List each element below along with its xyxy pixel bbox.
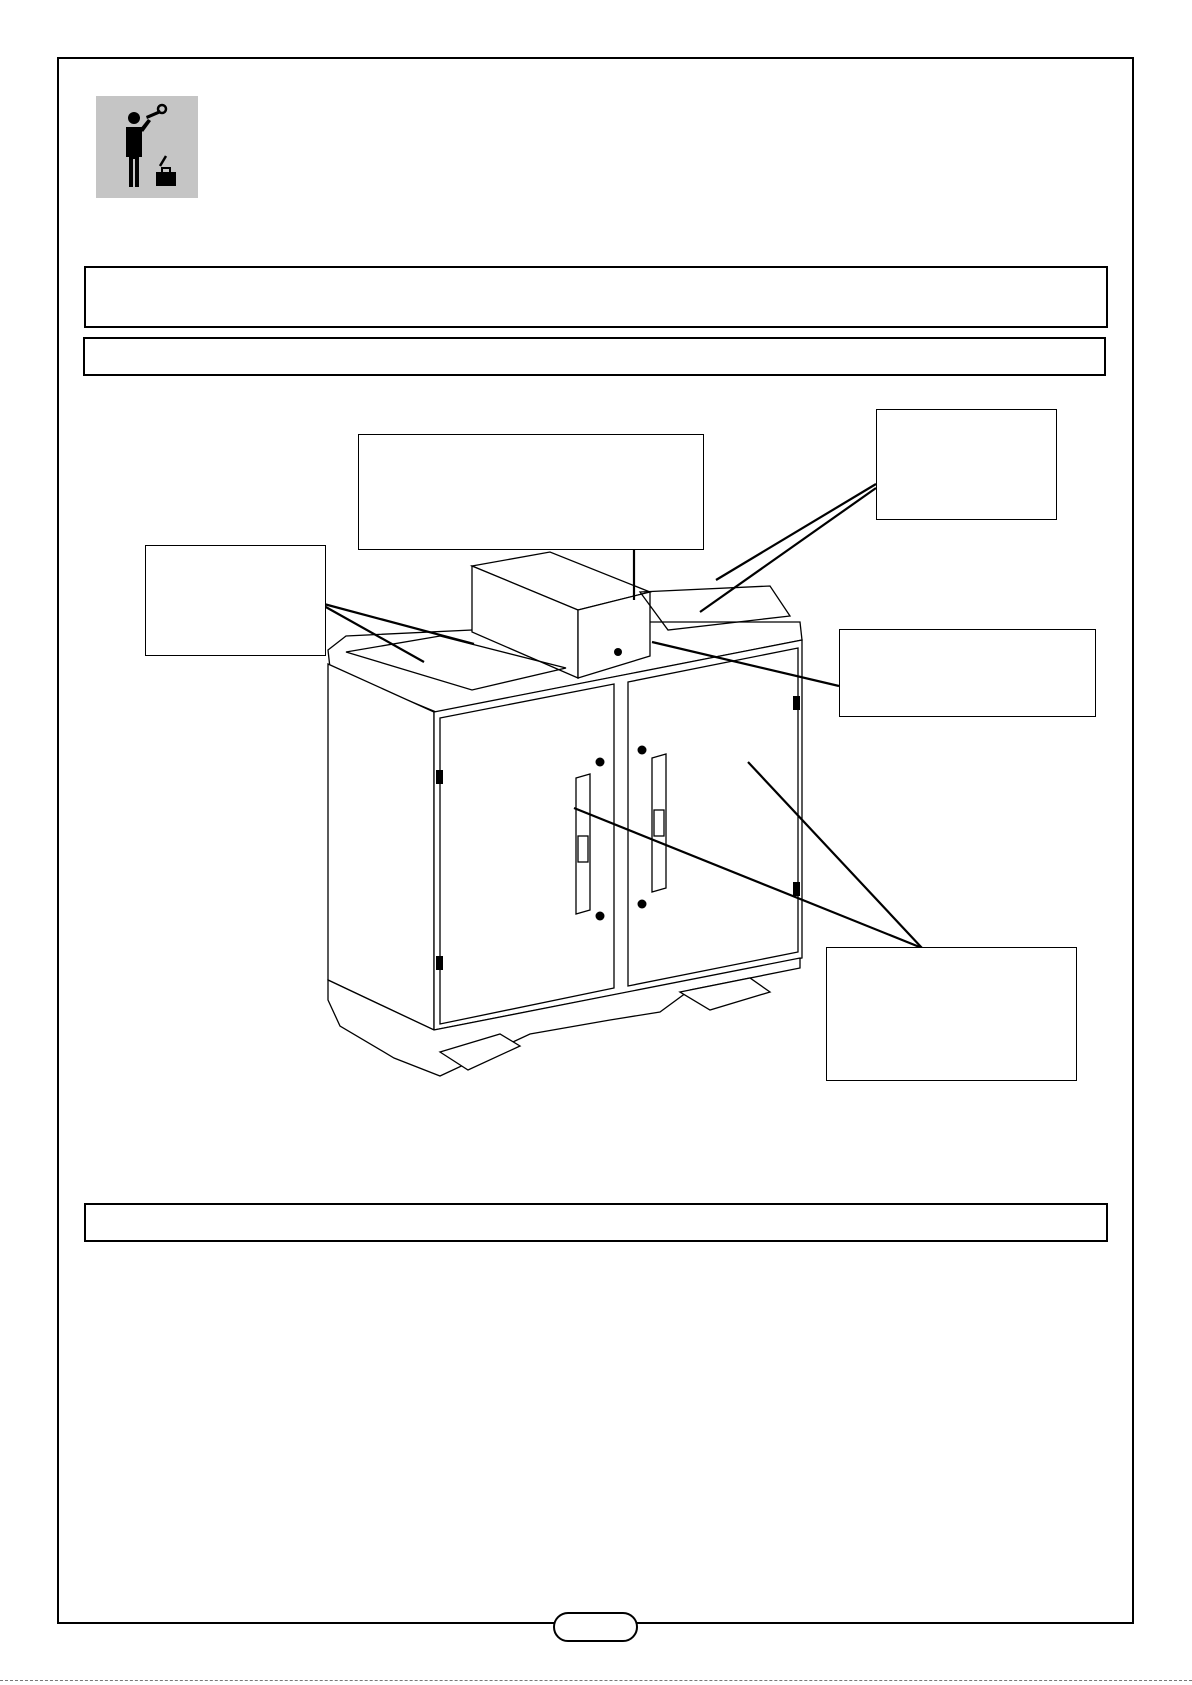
maintenance-worker-icon — [96, 96, 198, 198]
section-box — [84, 1203, 1108, 1242]
callout-top-center — [358, 434, 704, 550]
callout-left — [145, 545, 326, 656]
callout-top-right — [876, 409, 1057, 520]
subheader-box — [83, 337, 1106, 376]
callout-right-bottom — [826, 947, 1077, 1081]
page-number — [553, 1612, 638, 1642]
header-box — [84, 266, 1108, 328]
callout-right-middle — [839, 629, 1096, 717]
bottom-rule — [0, 1680, 1192, 1681]
